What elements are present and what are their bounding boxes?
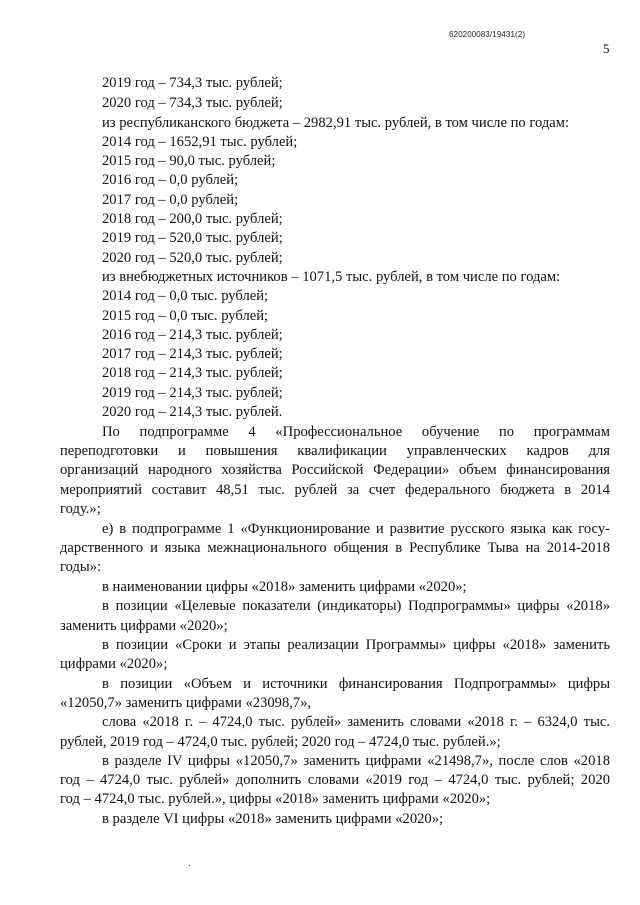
text-line: 2019 год – 520,0 тыс. рублей;	[102, 230, 283, 246]
text-line: году.»;	[60, 501, 101, 517]
text-line: в позиции «Объем и источники финансирования Подпрограммы» цифры	[102, 676, 610, 692]
text-line: е) в подпрограмме 1 «Функционирование и развитие русского языка как госу-	[102, 521, 610, 537]
text-line: переподготовки и повышения квалификации управленческих кадров для	[60, 443, 610, 459]
text-line: дарственного и языка межнационального общения в Республике Тыва на 2014-2018	[60, 540, 610, 556]
text-line: 2019 год – 214,3 тыс. рублей;	[102, 385, 283, 401]
text-line: 2017 год – 0,0 рублей;	[102, 192, 239, 208]
text-line: в наименовании цифры «2018» заменить цифрами «2020»;	[102, 579, 467, 595]
text-line: 2015 год – 0,0 тыс. рублей;	[102, 308, 269, 324]
text-line: 2020 год – 734,3 тыс. рублей;	[102, 95, 283, 111]
text-line: 2020 год – 520,0 тыс. рублей;	[102, 250, 283, 266]
page-number: 5	[603, 41, 610, 56]
text-line: 2015 год – 90,0 тыс. рублей;	[102, 153, 276, 169]
text-line: из республиканского бюджета – 2982,91 тыс. рублей, в том числе по годам:	[102, 115, 570, 131]
text-line: 2014 год – 1652,91 тыс. рублей;	[102, 134, 298, 150]
text-line: год – 4724,0 тыс. рублей.», цифры «2018» заменить цифрами «2020»;	[60, 791, 491, 807]
text-line: в разделе IV цифры «12050,7» заменить цифрами «21498,7», после слов «2018	[102, 753, 610, 769]
text-line: 2016 год – 0,0 рублей;	[102, 172, 239, 188]
text-line: заменить цифрами «2020»;	[60, 618, 228, 634]
text-line: По подпрограмме 4 «Профессиональное обучение по программам	[102, 424, 610, 440]
text-line: в разделе VI цифры «2018» заменить цифрами «2020»;	[102, 811, 444, 827]
text-line: 2018 год – 214,3 тыс. рублей;	[102, 365, 283, 381]
text-line: цифрами «2020»;	[60, 656, 168, 672]
text-line: слова «2018 г. – 4724,0 тыс. рублей» заменить словами «2018 г. – 6324,0 тыс.	[102, 714, 610, 730]
text-line: год – 4724,0 тыс. рублей» дополнить словами «2019 год – 4724,0 тыс. рублей; 2020	[60, 772, 610, 788]
text-line: в позиции «Сроки и этапы реализации Программы» цифры «2018» заменить	[102, 637, 610, 653]
text-line: 2016 год – 214,3 тыс. рублей;	[102, 327, 283, 343]
text-line: из внебюджетных источников – 1071,5 тыс. рублей, в том числе по годам:	[102, 269, 561, 285]
text-line: мероприятий составит 48,51 тыс. рублей за счет федерального бюджета в 2014	[60, 482, 610, 498]
document-id: 620200083/19431(2)	[449, 30, 526, 39]
text-line: годы»:	[60, 559, 102, 575]
text-line: «12050,7» заменить цифрами «23098,7»,	[60, 695, 312, 711]
text-line: рублей, 2019 год – 4724,0 тыс. рублей; 2020 год – 4724,0 тыс. рублей.»;	[60, 734, 501, 750]
text-line: 2017 год – 214,3 тыс. рублей;	[102, 346, 283, 362]
text-line: 2019 год – 734,3 тыс. рублей;	[102, 75, 283, 91]
text-line: 2020 год – 214,3 тыс. рублей.	[102, 404, 283, 420]
text-line: 2014 год – 0,0 тыс. рублей;	[102, 288, 269, 304]
text-line: 2018 год – 200,0 тыс. рублей;	[102, 211, 283, 227]
footer-mark: .	[188, 858, 191, 869]
text-line: организаций народного хозяйства Российской Федерации» объем финансирования	[60, 462, 610, 478]
text-line: в позиции «Целевые показатели (индикаторы) Подпрограммы» цифры «2018»	[102, 598, 610, 614]
